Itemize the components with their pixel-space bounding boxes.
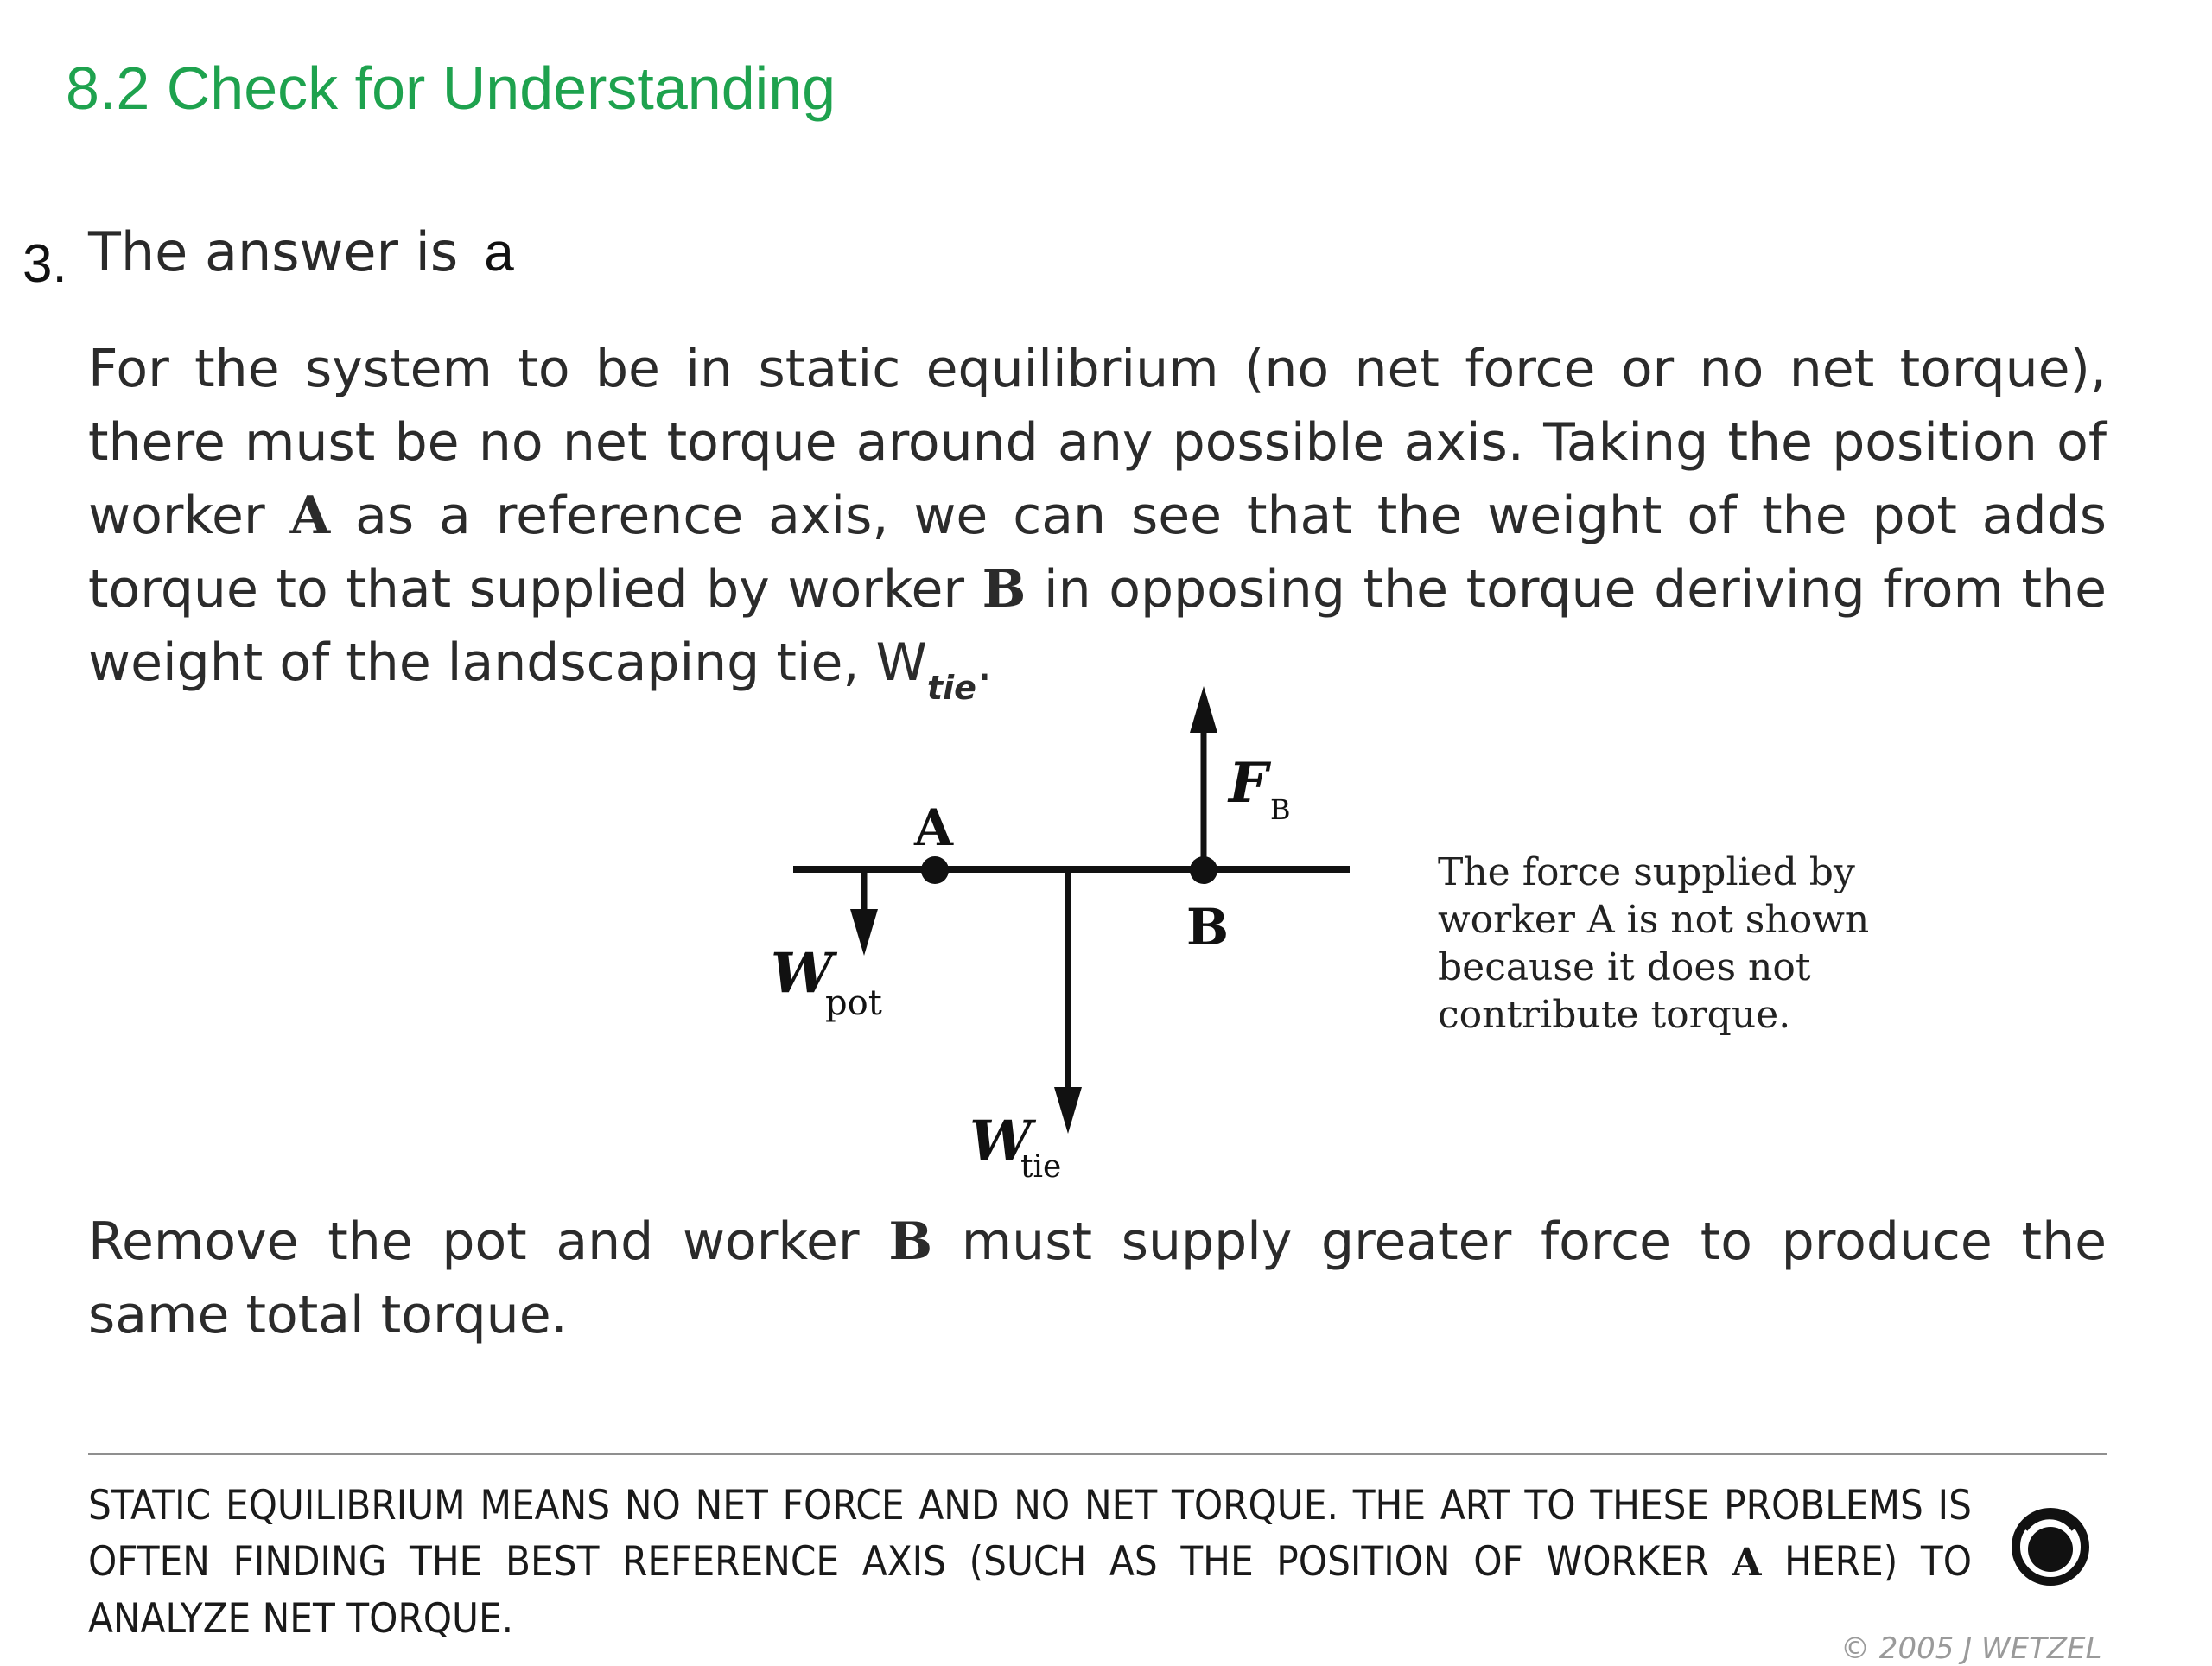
worker-a-label: A xyxy=(289,486,331,546)
label-wtie-sub: tie xyxy=(1020,1149,1062,1185)
paragraph1-end: . xyxy=(976,633,993,693)
circle-dot-icon xyxy=(2016,1512,2085,1581)
paragraph1-part1: For the system to be in static equilibrium (no net force or no net torque), there must be no net torque around any possible axis. Taking the position of worker xyxy=(88,339,2107,546)
point-a xyxy=(921,856,949,884)
force-b-arrowhead xyxy=(1190,686,1217,733)
conclusion-paragraph xyxy=(88,1205,2107,1352)
paragraph2-part2: must supply greater force to produce the same total torque. xyxy=(88,1211,2107,1345)
footnote xyxy=(88,1478,1972,1647)
section-heading: 8.2 Check for Understanding xyxy=(66,54,836,122)
weight-tie-arrowhead xyxy=(1054,1087,1082,1134)
copyright-notice: © 2005 J WETZEL xyxy=(1840,1631,2102,1666)
answer-prefix: The answer is xyxy=(88,220,459,283)
tie-subscript: tie xyxy=(926,669,976,707)
label-wtie: W xyxy=(969,1109,1032,1173)
paragraph2-part1: Remove the pot and worker xyxy=(88,1211,889,1272)
paragraph1-part2: as a reference axis, we can see that the weight of the pot adds torque to that supplied by worker xyxy=(88,486,2107,620)
footnote-part1: STATIC EQUILIBRIUM MEANS NO NET FORCE AND NO NET TORQUE. THE ART TO THESE PROBLEMS IS OFTEN FINDING THE BEST REFERENCE AXIS (SUCH AS THE POSITION OF WORKER xyxy=(88,1482,1972,1586)
answer-value: a xyxy=(484,223,514,283)
caption-line-4: contribute torque. xyxy=(1438,993,1791,1037)
footnote-worker-a: A xyxy=(1732,1541,1762,1585)
label-fb: F xyxy=(1229,751,1268,816)
label-a: A xyxy=(914,798,954,857)
paragraph1-part3: in opposing the torque deriving from the weight of the landscaping tie, W xyxy=(88,559,2107,693)
worker-b-label: B xyxy=(982,559,1027,620)
caption-line-1: The force supplied by xyxy=(1438,850,1855,894)
label-wpot-sub: pot xyxy=(825,983,882,1023)
label-b: B xyxy=(1186,898,1230,957)
question-number: 3. xyxy=(22,234,67,294)
label-wpot: W xyxy=(771,941,833,1006)
divider-rule xyxy=(88,1453,2107,1455)
footnote-part2: HERE) TO ANALYZE NET TORQUE. xyxy=(88,1538,1972,1643)
diagram-caption xyxy=(1438,850,1869,1037)
caption-line-2: worker A is not shown xyxy=(1438,898,1870,942)
worker-b-label-2: B xyxy=(888,1211,933,1272)
caption-line-3: because it does not xyxy=(1438,945,1811,989)
weight-pot-arrowhead xyxy=(850,909,878,956)
label-fb-sub: B xyxy=(1270,793,1291,826)
